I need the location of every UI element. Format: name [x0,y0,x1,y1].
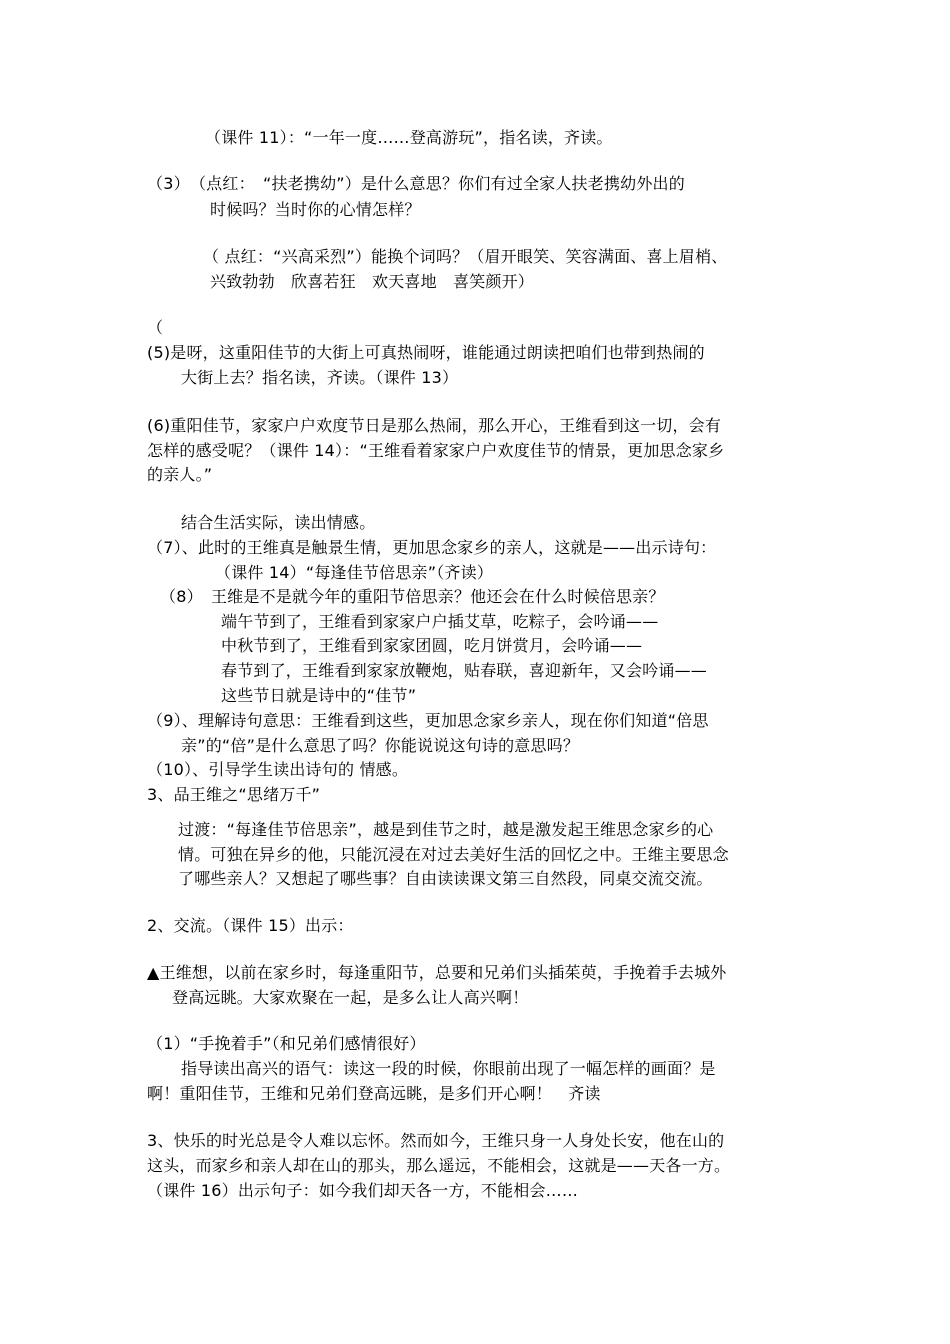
text-line: 春节到了，王维看到家家放鞭炮，贴春联，喜迎新年，又会吟诵—— [221,661,708,680]
text-line: 的亲人。” [147,465,213,484]
text-line: 过渡：“每逢佳节倍思亲”，越是到佳节之时，越是激发起王维思念家乡的心 [178,820,714,839]
text-line: 亲”的“倍”是什么意思了吗？你能说说这句诗的意思吗？ [181,736,580,755]
text-line: （ [147,318,164,337]
text-line: (5)是呀，这重阳佳节的大街上可真热闹呀，谁能通过朗读把咱们也带到热闹的 [147,343,705,362]
text-line: （7）、此时的王维真是触景生情，更加思念家乡的亲人，这就是——出示诗句： [147,538,717,557]
text-line: 结合生活实际，读出情感。 [181,513,376,532]
text-line: （10）、引导学生读出诗句的 情感。 [147,760,409,779]
text-line: 2、交流。（课件 15）出示： [147,916,354,935]
text-line: 登高远眺。大家欢聚在一起，是多么让人高兴啊！ [172,988,529,1007]
text-line: (6)重阳佳节，家家户户欢度节日是那么热闹，那么开心，王维看到这一切，会有 [147,416,722,435]
text-line: （8） 王维是不是就今年的重阳节倍思亲？他还会在什么时候倍思亲？ [160,587,665,606]
text-line: （9）、理解诗句意思：王维看到这些，更加思念家乡亲人，现在你们知道“倍思 [147,711,709,730]
text-line: 兴致勃勃 欣喜若狂 欢天喜地 喜笑颜开） [210,272,535,291]
section-heading: 3、品王维之“思绪万千” [147,785,321,804]
text-line: 了哪些亲人？又想起了哪些事？自由读读课文第三自然段，同桌交流交流。 [178,869,713,888]
text-line: 这头，而家乡和亲人却在山的那头，那么遥远，不能相会，这就是——天各一方。 [147,1156,731,1175]
text-line: （1）“手挽着手”（和兄弟们感情很好） [147,1034,426,1053]
text-line: （课件 16）出示句子：如今我们却天各一方，不能相会…… [147,1181,579,1200]
text-line: （课件 14）“每逢佳节倍思亲”（齐读） [215,563,494,582]
text-line: （ 点红：“兴高采烈”）能换个词吗？（眉开眼笑、笑容满面、喜上眉梢、 [203,247,728,266]
text-line: （3） （点红： “扶老携幼”）是什么意思？你们有过全家人扶老携幼外出的 [147,174,685,193]
text-line: 3、快乐的时光总是令人难以忘怀。然而如今，王维只身一人身处长安，他在山的 [147,1131,725,1150]
text-line: （课件 11）：“一年一度……登高游玩”，指名读，齐读。 [205,128,613,147]
text-line: 这些节日就是诗中的“佳节” [221,686,417,705]
text-line: 怎样的感受呢？（课件 14）：“王维看着家家户户欢度佳节的情景，更加思念家乡 [147,441,725,460]
text-line: 中秋节到了，王维看到家家团圆，吃月饼赏月，会吟诵—— [221,636,643,655]
text-line: 情。可独在异乡的他，只能沉浸在对过去美好生活的回忆之中。王维主要思念 [178,845,729,864]
text-line: 啊！重阳佳节，王维和兄弟们登高远眺，是多们开心啊！ 齐读 [147,1084,601,1103]
text-line: 大街上去？指名读，齐读。（课件 13） [181,368,459,387]
text-line: ▲王维想，以前在家乡时，每逢重阳节，总要和兄弟们头插茱萸，手挽着手去城外 [147,963,727,982]
text-line: 端午节到了，王维看到家家户户插艾草，吃粽子，会吟诵—— [221,612,659,631]
text-line: 指导读出高兴的语气：读这一段的时候，你眼前出现了一幅怎样的画面？是 [181,1059,716,1078]
text-line: 时候吗？当时你的心情怎样？ [210,200,421,219]
